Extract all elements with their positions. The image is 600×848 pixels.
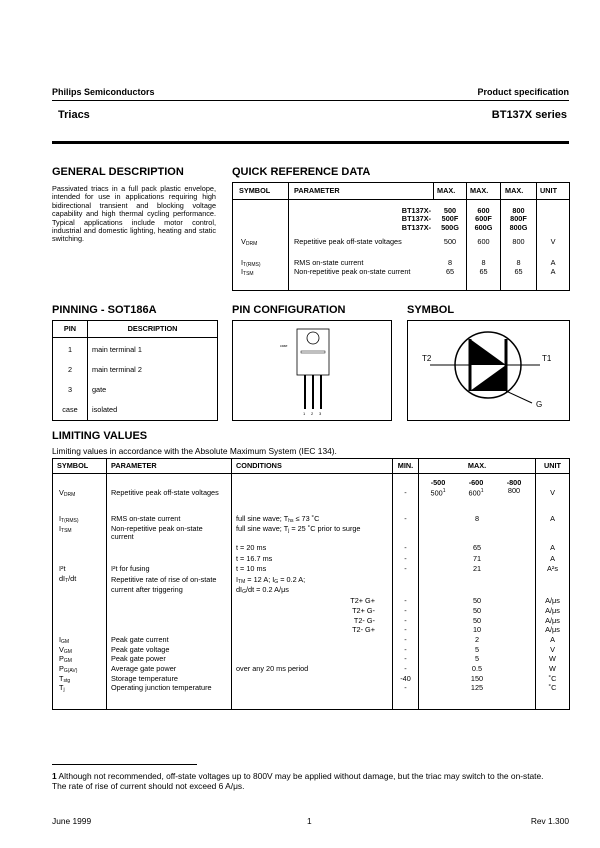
pin-number: 1: [67, 345, 73, 354]
pin-description: main terminal 1: [92, 345, 142, 354]
lim-quadrant: T2- G+: [352, 625, 375, 634]
lim-param: I²t for fusing: [111, 564, 150, 573]
g-label: G: [536, 400, 543, 409]
lim-header-max: MAX.: [467, 461, 487, 470]
lim-value: 10: [472, 625, 482, 634]
lim-min: -: [404, 606, 407, 615]
limiting-intro: Limiting values in accordance with the Absolute Maximum System (IEC 134).: [52, 446, 337, 456]
lim-param: RMS on-state current: [111, 514, 181, 523]
qrd-grade: 800: [512, 206, 525, 215]
lim-symbol: $T_j$: [59, 683, 65, 693]
pin-number: 2: [67, 365, 73, 374]
lim-quadrant: T2+ G-: [352, 606, 375, 615]
lim-unit: A²s: [547, 564, 558, 573]
lim-param: Storage temperature: [111, 674, 178, 683]
qrd-row-value: 8: [481, 258, 486, 267]
lim-min: -: [404, 654, 407, 663]
qrd-grade: 600G: [474, 222, 493, 232]
qrd-row-symbol: $V_{DRM}$: [241, 237, 258, 247]
qrd-grade: 500G: [441, 222, 459, 232]
pin-description: gate: [92, 385, 107, 394]
lim-cond: full sine wave; $T_{hs} \le 73$ ˚C: [236, 514, 320, 524]
lim-symbol: $P_{G(AV)}$: [59, 664, 78, 674]
title-rule: [52, 141, 569, 144]
lim-min: -: [404, 554, 407, 563]
lim-unit: A/μs: [545, 596, 560, 605]
lim-param: Average gate power: [111, 664, 177, 673]
qrd-row-value: 8: [447, 258, 453, 267]
qrd-type: BT137X-: [401, 214, 431, 224]
lim-grade: -500: [430, 478, 446, 487]
lim-value: 0.5: [471, 664, 483, 673]
lim-min: -: [404, 683, 407, 692]
t1-label: T1: [542, 354, 552, 363]
lim-unit: W: [549, 664, 556, 673]
description-header: DESCRIPTION: [127, 324, 178, 333]
qrd-row-value: 65: [445, 267, 455, 276]
qrd-heading: QUICK REFERENCE DATA: [232, 166, 371, 178]
qrd-header-parameter: PARAMETER: [294, 186, 340, 195]
lim-min: -40: [400, 674, 411, 683]
lim-value: 50: [472, 616, 482, 625]
lim-unit: A/μs: [545, 616, 560, 625]
product-title: Triacs: [58, 109, 90, 121]
lim-symbol: $I_{TSM}$: [59, 524, 72, 534]
lim-unit: A: [550, 543, 555, 552]
symbol-figure: [407, 320, 570, 421]
qrd-row-value: 65: [479, 267, 488, 276]
pin-label-1: 1: [303, 411, 306, 416]
lim-min: -: [404, 635, 407, 644]
lim-header-unit: UNIT: [543, 461, 562, 470]
lim-value: $500^1$: [430, 488, 446, 498]
lim-min: -: [404, 645, 407, 654]
qrd-grade: 600: [477, 206, 490, 215]
lim-unit: A/μs: [545, 625, 560, 634]
pin-label-2: 2: [311, 411, 314, 416]
lim-unit: A: [550, 554, 555, 563]
lim-unit: A: [550, 635, 555, 644]
lim-unit: W: [549, 654, 556, 663]
header-rule: [52, 100, 569, 101]
lim-unit: A/μs: [545, 606, 560, 615]
lim-value: 50: [472, 596, 482, 605]
footer-page: 1: [307, 816, 312, 826]
lim-symbol: $T_{stg}$: [59, 674, 71, 684]
lim-header-min: MIN.: [397, 461, 414, 470]
lim-symbol: $I_{GM}$: [59, 635, 70, 645]
qrd-grade: 500: [443, 206, 457, 215]
lim-value: 21: [472, 564, 482, 573]
lim-min: -: [404, 616, 407, 625]
qrd-row-value: 800: [512, 237, 525, 246]
lim-value: $600^1$: [468, 488, 484, 498]
lim-value: 150: [470, 674, 484, 683]
lim-unit: V: [550, 645, 555, 654]
general-text: Passivated triacs in a full pack plastic envelope, intended for use in applications requiring high bidirectional transient and blocking voltage capability and high thermal cycling performance. Typical applications include motor control, industrial and domestic lighting, heating and static switching.: [52, 184, 216, 244]
lim-value: 2: [474, 635, 480, 644]
qrd-row-unit: V: [550, 237, 556, 246]
lim-grade: -600: [468, 478, 484, 487]
general-heading: GENERAL DESCRIPTION: [52, 166, 184, 178]
qrd-header-max1: MAX.: [437, 186, 456, 195]
company-name: Philips Semiconductors: [52, 87, 155, 97]
qrd-row-symbol: $I_{TSM}$: [241, 267, 254, 277]
lim-cond: $dI_G/dt = 0.2$ A/μs: [236, 585, 289, 595]
case-label: case: [280, 344, 288, 348]
lim-value: 5: [474, 654, 480, 663]
lim-min: -: [404, 514, 407, 523]
qrd-row-param: Repetitive peak off-state voltages: [294, 237, 402, 246]
qrd-type: BT137X-: [401, 222, 431, 232]
lim-cond: over any 20 ms period: [236, 664, 309, 673]
pinning-heading: PINNING - SOT186A: [52, 304, 157, 316]
lim-min: -: [404, 488, 407, 497]
lim-quadrant: T2- G-: [353, 616, 375, 625]
qrd-grade: 500F: [441, 214, 459, 224]
qrd-row-value: 65: [514, 267, 523, 276]
lim-symbol: $I_{T(RMS)}$: [59, 514, 79, 524]
pin-header: PIN: [63, 324, 77, 333]
qrd-row-param: Non-repetitive peak on-state current: [294, 267, 411, 276]
lim-unit: ˚C: [548, 674, 557, 683]
triac-symbol: [408, 321, 569, 420]
lim-cond: t = 10 ms: [236, 564, 267, 573]
lim-min: -: [404, 664, 407, 673]
pin-description: main terminal 2: [92, 365, 142, 374]
lim-cond: full sine wave; $T_j = 25$ ˚C prior to surge: [236, 524, 361, 534]
lim-unit: V: [550, 488, 555, 497]
qrd-type: BT137X-: [401, 206, 431, 215]
qrd-table: [232, 182, 570, 291]
lim-param: Repetitive rate of rise of on-state current after triggering: [111, 575, 217, 594]
footnote-number: 1: [52, 771, 57, 781]
symbol-heading: SYMBOL: [407, 304, 455, 316]
lim-grade: -800: [506, 478, 522, 487]
qrd-row-value: 600: [477, 237, 490, 246]
lim-value: 8: [474, 514, 480, 523]
lim-value: 800: [507, 486, 521, 495]
lim-min: -: [404, 596, 407, 605]
lim-quadrant: T2+ G+: [350, 596, 375, 605]
lim-min: -: [404, 543, 407, 552]
pin-description: isolated: [92, 405, 118, 414]
qrd-grade: 600F: [475, 214, 492, 224]
lim-value: 71: [472, 554, 482, 563]
lim-symbol: $dI_T/dt$: [59, 574, 77, 584]
footnote-text: Although not recommended, off-state voltages up to 800V may be applied without damage, but the triac may switch to the on-state. The rate of rise of current should not exceed 6 A/μs.: [52, 771, 544, 791]
lim-value: 65: [472, 543, 482, 552]
lim-cond: t = 16.7 ms: [236, 554, 273, 563]
lim-param: Peak gate power: [111, 654, 166, 663]
lim-symbol: $V_{DRM}$: [59, 488, 76, 498]
lim-cond: $I_{TM} = 12$ A; $I_G = 0.2$ A;: [236, 575, 306, 585]
qrd-row-unit: A: [550, 258, 556, 267]
limiting-table: [52, 458, 570, 710]
lim-min: -: [404, 564, 407, 573]
footnote-rule: [52, 764, 197, 765]
qrd-row-param: RMS on-state current: [294, 258, 364, 267]
qrd-row-value: 500: [443, 237, 457, 246]
pinning-table: [52, 320, 218, 421]
lim-param: Operating junction temperature: [111, 683, 212, 692]
qrd-row-unit: A: [550, 267, 556, 276]
lim-header-parameter: PARAMETER: [111, 461, 157, 470]
qrd-row-symbol: $I_{T(RMS)}$: [241, 258, 261, 268]
pin-label-3: 3: [319, 411, 322, 416]
lim-param: Peak gate current: [111, 635, 169, 644]
pin-config-heading: PIN CONFIGURATION: [232, 304, 346, 316]
lim-param: Peak gate voltage: [111, 645, 170, 654]
lim-param: Non-repetitive peak on-state current: [111, 524, 203, 542]
pin-config-figure: [232, 320, 392, 421]
lim-unit: A: [550, 514, 555, 523]
series-title: BT137X series: [491, 109, 567, 121]
package-drawing: [233, 321, 391, 420]
lim-min: -: [404, 625, 407, 634]
lim-header-conditions: CONDITIONS: [236, 461, 282, 470]
footer-date: June 1999: [52, 816, 92, 826]
lim-value: 50: [472, 606, 482, 615]
lim-header-symbol: SYMBOL: [57, 461, 89, 470]
lim-unit: ˚C: [548, 683, 557, 692]
qrd-header-max3: MAX.: [505, 186, 524, 195]
lim-cond: t = 20 ms: [236, 543, 267, 552]
pin-number: case: [62, 405, 78, 414]
lim-symbol: I²t: [59, 564, 66, 573]
limiting-heading: LIMITING VALUES: [52, 430, 148, 442]
qrd-grade: 800G: [509, 222, 528, 232]
footer-rev: Rev 1.300: [530, 816, 569, 826]
footnote: [52, 771, 552, 791]
qrd-grade: 800F: [510, 214, 527, 224]
t2-label: T2: [422, 354, 432, 363]
lim-value: 125: [470, 683, 484, 692]
lim-param: Repetitive peak off-state voltages: [111, 488, 219, 497]
qrd-header-unit: UNIT: [540, 186, 558, 195]
pin-number: 3: [67, 385, 73, 394]
lim-value: 5: [474, 645, 480, 654]
qrd-header-max2: MAX.: [470, 186, 489, 195]
lim-symbol: $P_{GM}$: [59, 654, 72, 664]
doc-type: Product specification: [477, 87, 569, 97]
qrd-header-symbol: SYMBOL: [239, 186, 271, 195]
lim-symbol: $V_{GM}$: [59, 645, 72, 655]
qrd-row-value: 8: [516, 258, 521, 267]
